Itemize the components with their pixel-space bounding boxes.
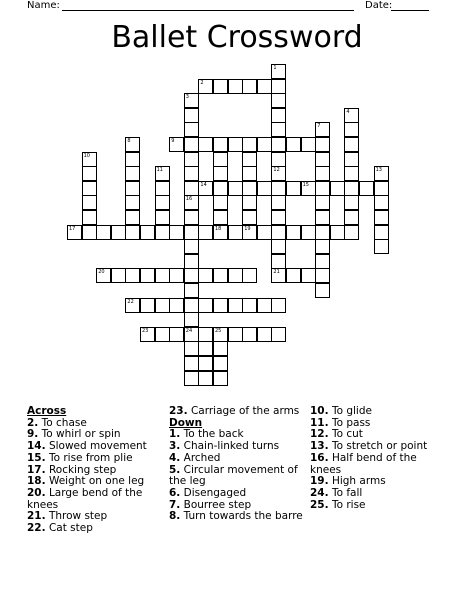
crossword-cell[interactable] bbox=[271, 210, 286, 225]
crossword-cell[interactable] bbox=[315, 283, 330, 298]
crossword-cell[interactable] bbox=[271, 225, 286, 240]
crossword-cell[interactable] bbox=[184, 312, 199, 327]
crossword-cell[interactable] bbox=[301, 181, 316, 196]
crossword-cell[interactable] bbox=[155, 268, 170, 283]
crossword-cell[interactable] bbox=[257, 79, 272, 94]
clue-number-label: 19 bbox=[244, 225, 251, 232]
clue-number: 15. bbox=[27, 451, 46, 464]
crossword-cell[interactable] bbox=[257, 327, 272, 342]
crossword-cell[interactable] bbox=[286, 225, 301, 240]
clue-number: 16. bbox=[310, 451, 329, 464]
clue-number: 3. bbox=[169, 440, 181, 453]
clue-number-label: 20 bbox=[98, 269, 105, 276]
crossword-cell[interactable] bbox=[257, 298, 272, 313]
clue-number-label: 24 bbox=[185, 327, 193, 334]
crossword-cell[interactable] bbox=[169, 268, 184, 283]
crossword-cell[interactable] bbox=[271, 137, 286, 152]
clue-number: 13. bbox=[310, 440, 329, 453]
crossword-cell[interactable] bbox=[315, 137, 330, 152]
crossword-cell[interactable] bbox=[125, 210, 140, 225]
crossword-cell[interactable] bbox=[301, 137, 316, 152]
crossword-cell[interactable] bbox=[82, 152, 97, 167]
crossword-cell[interactable] bbox=[125, 137, 140, 152]
crossword-cell[interactable] bbox=[242, 79, 257, 94]
crossword-cell[interactable] bbox=[184, 195, 199, 210]
clue-number: 12. bbox=[310, 428, 329, 441]
crossword-cell[interactable] bbox=[198, 79, 213, 94]
crossword-cell[interactable] bbox=[213, 356, 228, 371]
crossword-cell[interactable] bbox=[198, 327, 213, 342]
clue-number-label: 4 bbox=[346, 108, 350, 115]
clue-number-label: 22 bbox=[127, 298, 134, 305]
crossword-cell[interactable] bbox=[315, 166, 330, 181]
clue-text: To rise from plie bbox=[48, 451, 133, 464]
clue-item bbox=[27, 523, 159, 535]
crossword-cell[interactable] bbox=[184, 152, 199, 167]
crossword-cell[interactable] bbox=[184, 341, 199, 356]
clue-item bbox=[27, 488, 159, 511]
crossword-cell[interactable] bbox=[198, 137, 213, 152]
crossword-cell[interactable] bbox=[228, 225, 243, 240]
clue-number-label: 2 bbox=[200, 79, 204, 86]
crossword-cell[interactable] bbox=[184, 327, 199, 342]
crossword-cell[interactable] bbox=[213, 327, 228, 342]
crossword-cell[interactable] bbox=[257, 225, 272, 240]
clue-item bbox=[310, 453, 445, 476]
crossword-cell[interactable] bbox=[242, 195, 257, 210]
clue-number-label: 25 bbox=[215, 327, 222, 334]
clue-number: 10. bbox=[310, 405, 329, 417]
clue-number-label: 3 bbox=[185, 94, 189, 101]
crossword-cell[interactable] bbox=[169, 298, 184, 313]
crossword-cell[interactable] bbox=[228, 181, 243, 196]
crossword-cell[interactable] bbox=[242, 181, 257, 196]
crossword-cell[interactable] bbox=[82, 210, 97, 225]
crossword-cell[interactable] bbox=[330, 225, 345, 240]
clue-text: Chain-linked turns bbox=[183, 440, 280, 453]
clue-number-label: 18 bbox=[215, 225, 222, 232]
crossword-cell[interactable] bbox=[344, 181, 359, 196]
crossword-cell[interactable] bbox=[125, 298, 140, 313]
crossword-cell[interactable] bbox=[374, 210, 389, 225]
crossword-cell[interactable] bbox=[315, 195, 330, 210]
clue-text: Weight on one leg bbox=[48, 475, 145, 488]
clue-number: 22. bbox=[27, 522, 46, 535]
crossword-cell[interactable] bbox=[271, 93, 286, 108]
crossword-cell[interactable] bbox=[242, 225, 257, 240]
clue-number-label: 23 bbox=[142, 327, 149, 334]
down-heading: Down bbox=[169, 416, 203, 429]
crossword-cell[interactable] bbox=[155, 225, 170, 240]
clue-column-middle bbox=[169, 406, 305, 523]
crossword-cell[interactable] bbox=[271, 239, 286, 254]
crossword-cell[interactable] bbox=[228, 79, 243, 94]
crossword-cell[interactable] bbox=[315, 239, 330, 254]
crossword-cell[interactable] bbox=[198, 371, 213, 386]
clue-number: 17. bbox=[27, 463, 46, 476]
clue-text: To the back bbox=[183, 428, 244, 441]
clue-text: To rise bbox=[331, 498, 366, 511]
crossword-cell[interactable] bbox=[213, 152, 228, 167]
crossword-cell[interactable] bbox=[271, 298, 286, 313]
crossword-cell[interactable] bbox=[184, 239, 199, 254]
clue-text: Disengaged bbox=[183, 486, 247, 499]
down-clue-list bbox=[169, 429, 305, 523]
crossword-cell[interactable] bbox=[344, 137, 359, 152]
crossword-cell[interactable] bbox=[315, 210, 330, 225]
crossword-cell[interactable] bbox=[242, 268, 257, 283]
crossword-cell[interactable] bbox=[213, 195, 228, 210]
crossword-cell[interactable] bbox=[213, 268, 228, 283]
crossword-cell[interactable] bbox=[344, 225, 359, 240]
clue-number: 24. bbox=[310, 486, 329, 499]
clue-item bbox=[169, 511, 305, 523]
crossword-cell[interactable] bbox=[155, 327, 170, 342]
crossword-cell[interactable] bbox=[140, 268, 155, 283]
crossword-cell[interactable] bbox=[140, 225, 155, 240]
clue-text: Turn towards the barre bbox=[183, 510, 303, 523]
crossword-cell[interactable] bbox=[344, 122, 359, 137]
clue-text: Circular movement of the leg bbox=[169, 463, 298, 488]
crossword-cell[interactable] bbox=[315, 268, 330, 283]
crossword-cell[interactable] bbox=[315, 181, 330, 196]
crossword-cell[interactable] bbox=[213, 371, 228, 386]
crossword-cell[interactable] bbox=[140, 327, 155, 342]
crossword-cell[interactable] bbox=[198, 341, 213, 356]
crossword-cell[interactable] bbox=[184, 268, 199, 283]
crossword-cell[interactable] bbox=[228, 268, 243, 283]
crossword-cell[interactable] bbox=[213, 79, 228, 94]
crossword-cell[interactable] bbox=[315, 254, 330, 269]
clue-text: Cat step bbox=[48, 522, 93, 535]
clue-number: 4. bbox=[169, 451, 181, 464]
clue-number-label: 21 bbox=[273, 269, 280, 276]
crossword-cell[interactable] bbox=[111, 225, 126, 240]
crossword-cell[interactable] bbox=[359, 181, 374, 196]
down-clue-list-continued bbox=[310, 406, 445, 511]
clue-number-label: 11 bbox=[156, 167, 163, 174]
crossword-cell[interactable] bbox=[155, 181, 170, 196]
crossword-cell[interactable] bbox=[184, 137, 199, 152]
crossword-cell[interactable] bbox=[344, 166, 359, 181]
crossword-cell[interactable] bbox=[198, 225, 213, 240]
crossword-cell[interactable] bbox=[198, 356, 213, 371]
crossword-cell[interactable] bbox=[271, 108, 286, 123]
crossword-cell[interactable] bbox=[257, 181, 272, 196]
date-label: Date: bbox=[365, 0, 393, 11]
crossword-cell[interactable] bbox=[125, 195, 140, 210]
clue-text: To whirl or spin bbox=[41, 428, 121, 441]
clue-item bbox=[169, 465, 305, 488]
crossword-cell[interactable] bbox=[213, 166, 228, 181]
clue-column-across bbox=[27, 406, 159, 535]
clue-number-label: 10 bbox=[83, 152, 90, 159]
crossword-cell[interactable] bbox=[374, 195, 389, 210]
clue-number: 1. bbox=[169, 428, 181, 441]
crossword-cell[interactable] bbox=[286, 137, 301, 152]
crossword-cell[interactable] bbox=[155, 166, 170, 181]
crossword-cell[interactable] bbox=[242, 166, 257, 181]
crossword-cell[interactable] bbox=[271, 122, 286, 137]
page-title: Ballet Crossword bbox=[111, 20, 363, 55]
clue-number-label: 16 bbox=[185, 196, 193, 203]
crossword-cell[interactable] bbox=[374, 166, 389, 181]
clue-text: High arms bbox=[331, 475, 386, 488]
clue-number-label: 12 bbox=[273, 167, 280, 174]
clue-number: 25. bbox=[310, 498, 329, 511]
crossword-cell[interactable] bbox=[344, 210, 359, 225]
crossword-cell[interactable] bbox=[184, 166, 199, 181]
crossword-cell[interactable] bbox=[184, 371, 199, 386]
clue-number-label: 14 bbox=[200, 181, 207, 188]
crossword-cell[interactable] bbox=[184, 181, 199, 196]
crossword-cell[interactable] bbox=[301, 225, 316, 240]
across-heading: Across bbox=[27, 405, 67, 417]
clue-number: 8. bbox=[169, 510, 181, 523]
clue-number: 11. bbox=[310, 416, 329, 429]
crossword-cell[interactable] bbox=[184, 283, 199, 298]
clue-item bbox=[169, 406, 305, 418]
crossword-cell[interactable] bbox=[286, 268, 301, 283]
clue-number: 20. bbox=[27, 486, 46, 499]
crossword-cell[interactable] bbox=[286, 181, 301, 196]
clue-text: Throw step bbox=[48, 510, 108, 523]
crossword-cell[interactable] bbox=[198, 268, 213, 283]
clue-text: To stretch or point bbox=[331, 440, 428, 453]
clue-number: 9. bbox=[27, 428, 39, 441]
crossword-cell[interactable] bbox=[82, 166, 97, 181]
clue-text: Carriage of the arms bbox=[190, 405, 300, 417]
crossword-cell[interactable] bbox=[184, 93, 199, 108]
crossword-cell[interactable] bbox=[228, 137, 243, 152]
clue-number: 6. bbox=[169, 486, 181, 499]
clue-number: 19. bbox=[310, 475, 329, 488]
clue-number-label: 9 bbox=[171, 138, 175, 144]
crossword-cell[interactable] bbox=[67, 225, 82, 240]
crossword-cell[interactable] bbox=[125, 268, 140, 283]
crossword-cell[interactable] bbox=[271, 254, 286, 269]
crossword-cell[interactable] bbox=[125, 225, 140, 240]
crossword-cell[interactable] bbox=[344, 108, 359, 123]
crossword-cell[interactable] bbox=[82, 181, 97, 196]
crossword-cell[interactable] bbox=[184, 108, 199, 123]
clue-number: 7. bbox=[169, 498, 181, 511]
clue-text: To fall bbox=[331, 486, 363, 499]
clue-item bbox=[310, 406, 445, 418]
across-clue-list bbox=[27, 418, 159, 535]
crossword-cell[interactable] bbox=[82, 195, 97, 210]
crossword-cell[interactable] bbox=[242, 137, 257, 152]
crossword-cell[interactable] bbox=[125, 181, 140, 196]
crossword-cell[interactable] bbox=[184, 210, 199, 225]
crossword-cell[interactable] bbox=[155, 195, 170, 210]
crossword-cell[interactable] bbox=[271, 166, 286, 181]
crossword-cell[interactable] bbox=[169, 137, 184, 152]
crossword-cell[interactable] bbox=[315, 122, 330, 137]
crossword-cell[interactable] bbox=[184, 225, 199, 240]
clue-text: To chase bbox=[41, 416, 87, 429]
crossword-cell[interactable] bbox=[257, 137, 272, 152]
crossword-cell[interactable] bbox=[374, 181, 389, 196]
crossword-cell[interactable] bbox=[184, 356, 199, 371]
clue-text: Slowed movement bbox=[48, 440, 147, 453]
clue-number: 21. bbox=[27, 510, 46, 523]
crossword-cell[interactable] bbox=[140, 298, 155, 313]
crossword-cell[interactable] bbox=[271, 327, 286, 342]
crossword-cell[interactable] bbox=[242, 298, 257, 313]
clue-text: Half bend of the knees bbox=[310, 451, 417, 476]
clue-number: 2. bbox=[27, 416, 39, 429]
crossword-cell[interactable] bbox=[198, 298, 213, 313]
crossword-cell[interactable] bbox=[213, 341, 228, 356]
crossword-cell[interactable] bbox=[184, 122, 199, 137]
crossword-cell[interactable] bbox=[344, 152, 359, 167]
crossword-cell[interactable] bbox=[96, 268, 111, 283]
crossword-cell[interactable] bbox=[155, 298, 170, 313]
clue-number: 23. bbox=[169, 405, 188, 417]
clue-text: To cut bbox=[331, 428, 363, 441]
crossword-cell[interactable] bbox=[213, 137, 228, 152]
clue-text: Bourree step bbox=[183, 498, 252, 511]
clue-number-label: 13 bbox=[375, 167, 382, 174]
crossword-cell[interactable] bbox=[330, 181, 345, 196]
clue-text: Arched bbox=[183, 451, 221, 464]
crossword-cell[interactable] bbox=[315, 152, 330, 167]
clue-number: 18. bbox=[27, 475, 46, 488]
clue-text: Rocking step bbox=[48, 463, 117, 476]
crossword-cell[interactable] bbox=[271, 64, 286, 79]
crossword-cell[interactable] bbox=[184, 298, 199, 313]
crossword-cell[interactable] bbox=[184, 254, 199, 269]
crossword-cell[interactable] bbox=[374, 239, 389, 254]
crossword-cell[interactable] bbox=[271, 152, 286, 167]
crossword-cell[interactable] bbox=[242, 152, 257, 167]
crossword-cell[interactable] bbox=[96, 225, 111, 240]
crossword-cell[interactable] bbox=[169, 327, 184, 342]
crossword-cell[interactable] bbox=[228, 298, 243, 313]
clue-number: 5. bbox=[169, 463, 181, 476]
clue-number-label: 7 bbox=[317, 123, 321, 130]
crossword-cell[interactable] bbox=[271, 181, 286, 196]
clue-item bbox=[310, 500, 445, 512]
clue-number: 14. bbox=[27, 440, 46, 453]
clue-number-label: 15 bbox=[302, 181, 309, 188]
crossword-cell[interactable] bbox=[242, 210, 257, 225]
crossword-cell[interactable] bbox=[125, 166, 140, 181]
crossword-cell[interactable] bbox=[271, 195, 286, 210]
crossword-cell[interactable] bbox=[213, 225, 228, 240]
crossword-cell[interactable] bbox=[198, 181, 213, 196]
crossword-cell[interactable] bbox=[301, 268, 316, 283]
clue-text: To pass bbox=[331, 416, 371, 429]
crossword-cell[interactable] bbox=[344, 195, 359, 210]
crossword-cell[interactable] bbox=[242, 327, 257, 342]
name-label: Name: bbox=[27, 0, 60, 11]
clue-text: To glide bbox=[331, 405, 372, 417]
crossword-cell[interactable] bbox=[213, 298, 228, 313]
clue-item bbox=[310, 488, 445, 500]
crossword-cell[interactable] bbox=[374, 225, 389, 240]
clue-number-label: 8 bbox=[127, 138, 131, 144]
crossword-cell[interactable] bbox=[111, 268, 126, 283]
crossword-cell[interactable] bbox=[169, 225, 184, 240]
crossword-cell[interactable] bbox=[155, 210, 170, 225]
crossword-cell[interactable] bbox=[271, 268, 286, 283]
crossword-cell[interactable] bbox=[228, 327, 243, 342]
crossword-cell[interactable] bbox=[82, 225, 97, 240]
crossword-cell[interactable] bbox=[125, 152, 140, 167]
clue-number-label: 1 bbox=[273, 65, 277, 71]
crossword-cell[interactable] bbox=[213, 181, 228, 196]
clue-text: Large bend of the knees bbox=[27, 486, 143, 511]
clue-number-label: 17 bbox=[69, 225, 76, 232]
crossword-cell[interactable] bbox=[213, 210, 228, 225]
crossword-cell[interactable] bbox=[271, 79, 286, 94]
clue-column-down-continued bbox=[310, 406, 445, 511]
crossword-cell[interactable] bbox=[315, 225, 330, 240]
